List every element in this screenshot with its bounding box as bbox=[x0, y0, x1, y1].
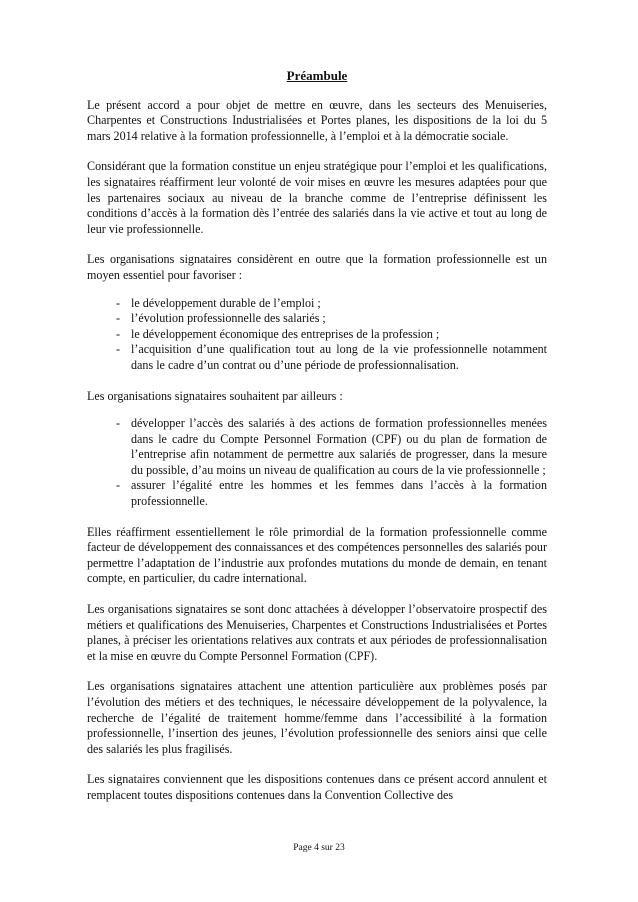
list-item bbox=[87, 296, 547, 312]
paragraph-7: Les organisations signataires attachent une attention particulière aux problèmes posés par l’évolution des métiers et des techniques, le nécessaire développement de la polyvalence, la recherche de l’égalité de traitement homme/femme dans l’accessibilité à la formation professionnelle, l’insertion des jeunes, l’évolution professionnelle des seniors ainsi que celle des salariés les plus fragilisés. bbox=[87, 679, 547, 756]
list-item-text: l’acquisition d’une qualification tout au long de la vie professionnelle notamment dans le cadre d’un contrat ou d’une période de professionnalisation. bbox=[131, 342, 547, 372]
list-item bbox=[87, 327, 547, 343]
bullet-dash: - bbox=[116, 416, 121, 431]
document-body bbox=[87, 68, 547, 819]
paragraph-3: Les organisations signataires considèrent en outre que la formation professionnelle est un moyen essentiel pour favoriser : bbox=[87, 252, 547, 282]
bullet-dash: - bbox=[116, 478, 121, 493]
wishes-list bbox=[87, 416, 547, 510]
list-item-text: le développement durable de l’emploi ; bbox=[131, 295, 321, 310]
paragraph-1: Le présent accord a pour objet de mettre en œuvre, dans les secteurs des Menuiseries, Charpentes et Constructions Industrialisées et Portes planes, les dispositions de la loi du 5 mars 2014 relative à la formation professionnelle, à l’emploi et à la démocratie sociale. bbox=[87, 97, 547, 143]
list-item-text: développer l’accès des salariés à des actions de formation professionnelles menées dans le cadre du Compte Personnel Formation (CPF) ou du plan de formation de l’entreprise afin notamment de permettre aux salariés de progresser, dans la mesure du possible, d’au moins un niveau de qualification au cours de la vie professionnelle ; bbox=[131, 416, 547, 477]
list-item bbox=[87, 311, 547, 327]
bullet-dash: - bbox=[116, 326, 121, 341]
objectives-list bbox=[87, 296, 547, 374]
bullet-dash: - bbox=[116, 295, 121, 310]
list-item-text: l’évolution professionnelle des salariés ; bbox=[131, 311, 326, 326]
section-title: Préambule bbox=[286, 68, 348, 83]
paragraph-6: Les organisations signataires se sont donc attachées à développer l’observatoire prospectif des métiers et qualifications des Menuiseries, Charpentes et Constructions Industrialisées et Portes planes, à préciser les orientations relatives aux contrats et aux périodes de professionnalisation et la mise en œuvre du Compte Personnel Formation (CPF). bbox=[87, 602, 547, 663]
page-number: Page 4 sur 23 bbox=[293, 843, 345, 853]
paragraph-2: Considérant que la formation constitue un enjeu stratégique pour l’emploi et les qualifications, les signataires réaffirment leur volonté de voir mises en œuvre les mesures adaptées pour que les partenaires sociaux au niveau de la branche comme de l’entreprise définissent les conditions d’accès à la formation dès l’entrée des salariés dans la vie active et tout au long de leur vie professionnelle. bbox=[87, 159, 547, 236]
list-item bbox=[87, 416, 547, 478]
paragraph-4: Les organisations signataires souhaitent par ailleurs : bbox=[87, 388, 343, 403]
list-item bbox=[87, 478, 547, 509]
list-item-text: le développement économique des entreprises de la profession ; bbox=[131, 326, 440, 341]
bullet-dash: - bbox=[116, 342, 121, 357]
list-item-text: assurer l’égalité entre les hommes et les femmes dans l’accès à la formation professionnelle. bbox=[131, 478, 547, 509]
paragraph-8: Les signataires conviennent que les dispositions contenues dans ce présent accord annulent et remplacent toutes dispositions contenues dans la Convention Collective des bbox=[87, 772, 547, 802]
bullet-dash: - bbox=[116, 311, 121, 326]
paragraph-5: Elles réaffirment essentiellement le rôle primordial de la formation professionnelle comme facteur de développement des connaissances et des compétences personnelles des salariés pour permettre l’adaptation de l’industrie aux profondes mutations du monde de demain, en tenant compte, en particulier, du cadre international. bbox=[87, 524, 547, 586]
list-item bbox=[87, 342, 547, 373]
